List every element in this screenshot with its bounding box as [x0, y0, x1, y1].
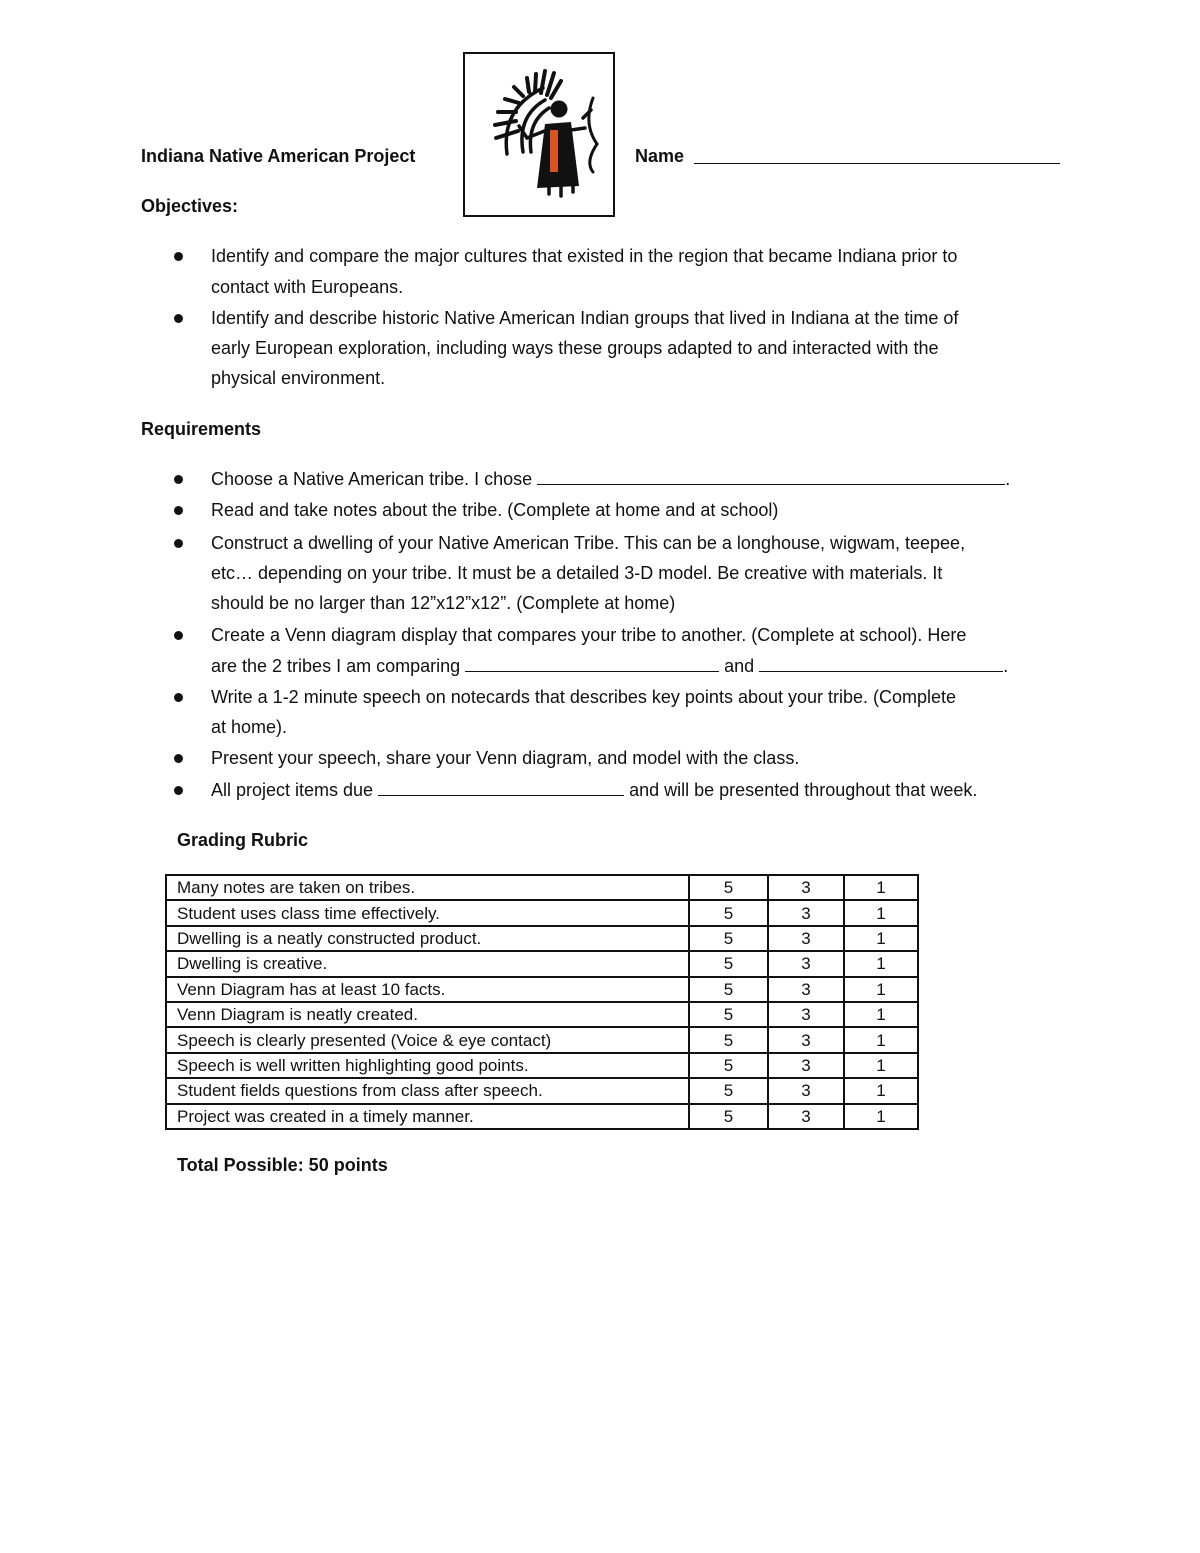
chosen-tribe-field — [537, 469, 1005, 485]
objective-2-line-1: Identify and describe historic Native American Indian groups that lived in Indiana at the time of — [211, 308, 959, 328]
table-row — [166, 1104, 918, 1129]
score-mid: 3 — [768, 1053, 844, 1078]
score-low: 1 — [844, 1002, 918, 1027]
rubric-criterion: Venn Diagram has at least 10 facts. — [166, 977, 689, 1002]
grading-rubric-heading: Grading Rubric — [177, 830, 309, 850]
score-mid: 3 — [768, 926, 844, 951]
requirement-speech-line-2: at home). — [211, 717, 288, 737]
table-row — [166, 977, 918, 1002]
native-figure-icon — [465, 54, 617, 219]
rubric-criterion: Venn Diagram is neatly created. — [166, 1002, 689, 1027]
requirement-venn-line-2 — [211, 655, 1008, 677]
native-figure-logo — [463, 52, 615, 217]
score-mid: 3 — [768, 1078, 844, 1103]
requirement-read-notes: Read and take notes about the tribe. (Complete at home and at school) — [211, 500, 779, 520]
table-row — [166, 1027, 918, 1052]
page-title: Indiana Native American Project — [141, 146, 416, 166]
score-low: 1 — [844, 1078, 918, 1103]
score-low: 1 — [844, 875, 918, 900]
bullet-icon — [174, 786, 183, 795]
score-low: 1 — [844, 977, 918, 1002]
table-row — [166, 926, 918, 951]
objective-2-line-3: physical environment. — [211, 368, 386, 388]
bullet-icon — [174, 539, 183, 548]
name-field-line — [694, 163, 1060, 164]
score-high: 5 — [689, 875, 768, 900]
objective-1-line-2: contact with Europeans. — [211, 277, 404, 297]
venn-and-text: and — [724, 656, 755, 676]
table-row — [166, 1002, 918, 1027]
due-date-field — [378, 780, 624, 796]
requirement-due — [211, 779, 977, 801]
score-low: 1 — [844, 926, 918, 951]
score-high: 5 — [689, 1078, 768, 1103]
due-text: All project items due — [211, 780, 374, 800]
bullet-icon — [174, 475, 183, 484]
score-mid: 3 — [768, 1104, 844, 1129]
due-after-text: and will be presented throughout that week. — [629, 780, 978, 800]
objectives-heading: Objectives: — [141, 196, 239, 216]
score-mid: 3 — [768, 951, 844, 976]
score-mid: 3 — [768, 900, 844, 925]
score-low: 1 — [844, 951, 918, 976]
bullet-icon — [174, 693, 183, 702]
bullet-icon — [174, 506, 183, 515]
score-high: 5 — [689, 951, 768, 976]
score-low: 1 — [844, 1104, 918, 1129]
table-row — [166, 1078, 918, 1103]
score-mid: 3 — [768, 977, 844, 1002]
table-row — [166, 1053, 918, 1078]
name-label: Name — [635, 146, 685, 166]
table-row — [166, 951, 918, 976]
score-high: 5 — [689, 1104, 768, 1129]
rubric-criterion: Dwelling is a neatly constructed product. — [166, 926, 689, 951]
requirement-choose-tribe — [211, 468, 1010, 490]
rubric-criterion: Dwelling is creative. — [166, 951, 689, 976]
bullet-icon — [174, 631, 183, 640]
requirement-dwelling-line-2: etc… depending on your tribe. It must be a detailed 3-D model. Be creative with materials. It — [211, 563, 943, 583]
total-possible: Total Possible: 50 points — [177, 1155, 388, 1175]
requirement-venn-line-1: Create a Venn diagram display that compares your tribe to another. (Complete at school). Here — [211, 625, 967, 645]
score-low: 1 — [844, 1027, 918, 1052]
score-mid: 3 — [768, 1027, 844, 1052]
choose-tribe-period: . — [1005, 469, 1011, 489]
score-high: 5 — [689, 900, 768, 925]
score-high: 5 — [689, 1002, 768, 1027]
rubric-criterion: Student uses class time effectively. — [166, 900, 689, 925]
rubric-criterion: Speech is well written highlighting good points. — [166, 1053, 689, 1078]
venn-period: . — [1003, 656, 1009, 676]
table-row — [166, 875, 918, 900]
score-mid: 3 — [768, 1002, 844, 1027]
grading-rubric-table — [165, 874, 919, 1130]
bullet-icon — [174, 314, 183, 323]
bullet-icon — [174, 252, 183, 261]
requirements-heading: Requirements — [141, 419, 262, 439]
rubric-criterion: Many notes are taken on tribes. — [166, 875, 689, 900]
objective-1-line-1: Identify and compare the major cultures that existed in the region that became Indiana prior to — [211, 246, 958, 266]
score-high: 5 — [689, 926, 768, 951]
score-high: 5 — [689, 1027, 768, 1052]
choose-tribe-text: Choose a Native American tribe. I chose — [211, 469, 533, 489]
score-low: 1 — [844, 1053, 918, 1078]
score-mid: 3 — [768, 875, 844, 900]
score-high: 5 — [689, 977, 768, 1002]
tribe-1-field — [465, 656, 719, 672]
requirement-speech-line-1: Write a 1-2 minute speech on notecards that describes key points about your tribe. (Complete — [211, 687, 957, 707]
venn-compare-text: are the 2 tribes I am comparing — [211, 656, 461, 676]
score-low: 1 — [844, 900, 918, 925]
rubric-criterion: Student fields questions from class after speech. — [166, 1078, 689, 1103]
requirement-present: Present your speech, share your Venn diagram, and model with the class. — [211, 748, 800, 768]
requirement-dwelling-line-1: Construct a dwelling of your Native American Tribe. This can be a longhouse, wigwam, teepee, — [211, 533, 966, 553]
rubric-criterion: Project was created in a timely manner. — [166, 1104, 689, 1129]
rubric-criterion: Speech is clearly presented (Voice & eye contact) — [166, 1027, 689, 1052]
table-row — [166, 900, 918, 925]
score-high: 5 — [689, 1053, 768, 1078]
requirement-dwelling-line-3: should be no larger than 12”x12”x12”. (Complete at home) — [211, 593, 676, 613]
tribe-2-field — [759, 656, 1003, 672]
bullet-icon — [174, 754, 183, 763]
objective-2-line-2: early European exploration, including ways these groups adapted to and interacted with the — [211, 338, 939, 358]
